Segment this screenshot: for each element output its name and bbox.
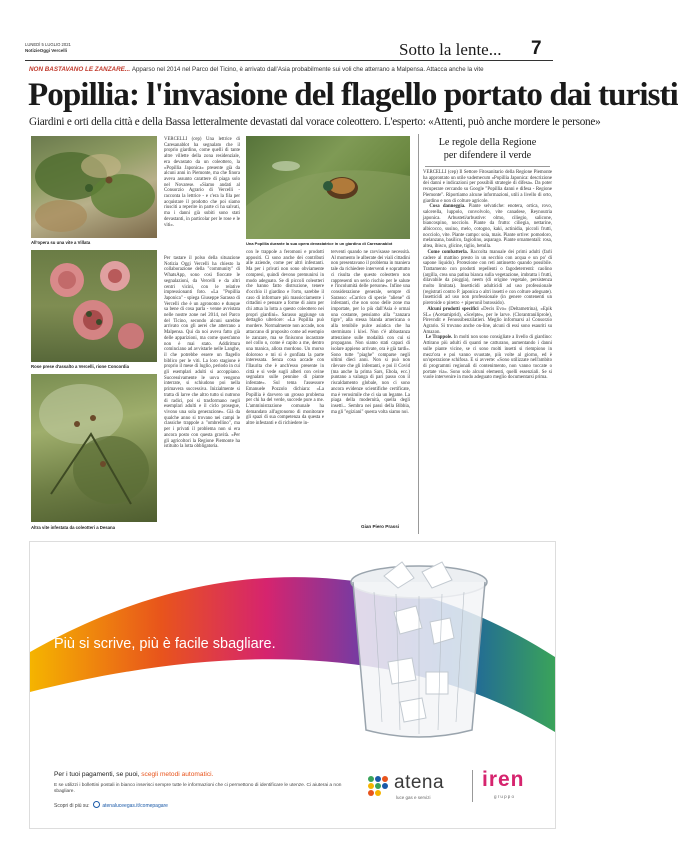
section-title: Sotto la lente... bbox=[399, 40, 502, 59]
article-col1-bottom: Per tastare il polso della situazione Notizia Oggi Vercelli ha chiesto la collaborazione della "community" di WhatsApp, sono così fioccate le segnalazioni, da Vercelli e da altri centri vicini, con le relative impressionanti foto. «La "Popillia Japonica" - spiega Giuseppe Sarasso di Vercelli che è un agronomo e dunque sa bene di cosa parla - venne avvistata nelle nostre zone nel 2014, nel Parco del Ticino, secondo alcuni sarebbe arrivato con gli aerei che atterrano a Malpensa. Qui da noi aveva fatto già delle apparizioni, ma come quest'anno non è mai stato. Addirittura cominciano ad avvistarle nelle Langhe, il che potrebbe essere un flagello biblico per le viti. La loro stagione è proprio il mese di luglio, periodo in cui gli esemplari adulti si accoppiano. Successivamente le uova vengono interrate, si schiudono poi nella primavera successiva. Inizialmente si tratta di larve che altro tutto si nutrono di radici, poi si trasformano negli esemplari adulti e il ciclo prosegue, vivono una sola generazione». Già da qualche anno si trovano nei campi le classiche trappole a "ombrellino", ma per i privati il problema non si era ancora posto con questa gravità. «Per gli agricoltori la Regione Piemonte ha istituito la lotta obbligatoria. bbox=[164, 256, 240, 450]
photo-vine-villata bbox=[31, 136, 157, 238]
vine-infested-graphic bbox=[31, 374, 157, 522]
sidebar-title-line2: per difendere il verde bbox=[443, 150, 532, 161]
atena-sub: luce gas e servizi bbox=[396, 795, 431, 800]
sidebar-p3: «Decis Evo» (Deltametrina), «Epik SL» (Acetamiprid), «Scelpte», per le larve. (Clorantraniliprole), Pirevndit e Fenossibenzilatieri. Meglio informarsi al Consorzio Agrario. Si trovano anche on-line, alcuni di essi sono esauriti su Amazon. bbox=[423, 306, 552, 335]
sidebar-p1: Piante selvatiche: enotera, ortica, rovo, salcerella, luppolo, convolvolo, vite canadese, Reynoutria japonica. Arbusteti/arbustive: olmo, ciliegio, salicone, biancospino, nocciolo. Piante da frutto: ciliegia, nettarine, albicocco, susino, melo, cotogno, kaki, actinidia, piccoli frutti, nocciolo, vite. Piante campo: soia, mais. Piante ortive: pomodoro, melanzana, basilico, fagiolino, asparago. Piante ornamentali: rosa, altea, ibisco, glicine, tiglio, betulla. bbox=[423, 204, 553, 250]
logo-divider bbox=[472, 770, 473, 802]
article-headline: Popillia: l'invasione del flagello portato dai turisti bbox=[28, 77, 678, 113]
atena-logo bbox=[366, 772, 466, 814]
caption-photo2: Una Popillia durante la sua opera devastatrice in un giardino di Caresanablot bbox=[246, 241, 393, 246]
caption-photo4: Altra vite infestata da coleotteri a Desana bbox=[31, 525, 116, 530]
photo-popillia-closeup bbox=[246, 136, 410, 239]
kicker-label: NON BASTAVANO LE ZANZARE... bbox=[29, 66, 131, 73]
caption-photo1: All'opera su una vite a Villata bbox=[31, 240, 91, 245]
sidebar-title-rule bbox=[425, 166, 550, 167]
advertisement bbox=[29, 541, 556, 829]
header-rule bbox=[25, 60, 553, 61]
photo-vine-desana bbox=[31, 374, 157, 522]
iren-logo bbox=[482, 768, 542, 810]
ad-line1-highlight: scegli metodi automatici. bbox=[141, 771, 214, 778]
article-byline: Gian Piero Prassi bbox=[361, 524, 400, 529]
iren-brand: iren bbox=[482, 768, 525, 791]
sidebar-box bbox=[421, 134, 554, 536]
wastebasket-icon bbox=[344, 552, 494, 742]
ad-line3-prefix: Scopri di più su: bbox=[54, 803, 90, 809]
ad-link[interactable]: atenaluceegas.it/comepagare bbox=[102, 803, 168, 809]
photo-roses-concordia bbox=[31, 250, 157, 362]
ad-slogan: Più si scrive, più è facile sbagliare. bbox=[54, 636, 276, 652]
sidebar-intro: VERCELLI (cep) Il Settore Fitosanitario della Regione Piemonte ha approntato un utile vademecum «Popillia Japonica: descrizione dei danni e indicazioni per possibili strategie di difesa». Da poter recuperare cercando su Google "Popillia danni e difesa - Regione Piemonte". Riportiamo alcune informazioni, utili a livello di orto, giardino e non di colture agricole. bbox=[423, 170, 552, 204]
article-col2: con le trappole a feromoni e prodotti appositi. Ci sono anche dei contributi alle aziende, come per altri infestanti. Ma per i privati non sono obviamente compresi, quindi devono premunirsi in modo adeguato. Se di piccoli coleotteri che hanno fatto distruzione, tenere d'occhio il giardino e l'orto, sarebbe il caso di informare più massicciamente i cittadini e pensare a forme di aiuto per chi attua la lotta a questo coleottero nei propri giardini». Sarasso aggiunge un dettaglio ulteriore: «La Popillia può mordere. Normalmente non accade, non attaccano di proposito come ad esempio le zanzare, ma se finiscono incastrate nel collo o, come è capito a me, dentro una manica, allora mordono. Un morso doloroso e mi si è gonfiata la parte interessata. Senza cosa accade con l'Ilaurita che è anch'esso presente in città e si vede sugli alberi con ovine segnalato sulle pennine di piante infestate». Sul tema l'assessore Emanuele Pozzolo dichiara: «La Popillia è davvero un grosso problema per chi ha del verde, succede pure a me. L'amministrazione comunale ha demandato all'agronomo di monitorare gli spazi di sua competenza da questa e altre infestanti e di richiedere in- bbox=[246, 250, 324, 427]
sidebar-p2-label: Come combatterla. bbox=[427, 249, 469, 255]
article-col3: terventi quando ne ravvisasse necessità. Al momento le alberate dei viali cittadini non presentavano il problema in maniera tale da richiedere interventi e soprattutto ci risulta che questo coleottero non rappresenti un serio rischio per le salute e l'incolumità delle persone». Infine una considerazione generale, sempre di Sarasso: «Carrico di specie "aliene" di infestanti, che non sono delle zone ma importate, per lo più dall'Asia è ormai una costante, pensiamo alla "zanzara tigre", alla stessa blanda americana o alla temibile pulce asiatica che ha sterminato i kiwi. Non c'è abbastanza attenzione sulle modalità con cui si propagano. Non siamo stati capaci di isolare appieno arrivate, ora è già tardi». Sono tutte "piaghe" comparse negli ultimi dieci anni. Non si può non rilevare che gli infestanti, e poi il Covid (ma anche la prima Sars, Ebola, ecc.) puntano a valanga di pari passo con il riscaldamento globale, non ci sono ancora evidenze scientifiche certificate, ma è verosimile che ci sia un legame. La piaga della modernità, quella degli insetti... Sembra nei passi della Bibbia, ma gli "egiziani" questa volta siamo noi. bbox=[331, 250, 410, 415]
sidebar-title bbox=[421, 136, 554, 162]
article-kicker bbox=[29, 66, 559, 73]
sidebar-p4: In molti non sono consigliate a livello di giardino: Attirano più adulti di quanti ne catturano, aumentando i danni sulle piante vicine, se ci sono molti insetti si riempiono in mezz'ora e poi vanno svuotate, più volte al giorno, ed è un'operazione schifosa. E si avverte: «Sono utilizzate nell'ambito di programmi regionali di contenimento, non vanno toccate o portate via». Sono solo alcuni elementi, quelli essenziali. Se si vuole intervenire in modo adeguato meglio documentarsi prima. bbox=[423, 335, 552, 381]
iren-sub: gruppo bbox=[494, 794, 516, 799]
issue-date: LUNEDÌ 5 LUGLIO 2021 bbox=[25, 42, 71, 47]
sidebar-p2: Raccolta manuale dei primi adulti (farli cadere al mattino presto in un secchio con acqua e un po' di sapone liquido). Protezione con reti antinsetto quando possibile. Trattamento con prodotti repellenti o fagodeterrenti: caolino (argilla, crea una patina bianca sulla vegetazione, imbratta i frutti, dilavabile da pioggia), neem (di origine vegetale, persistenza molto limitata). Insetticidi adulticidi ad uso professionale (registrati contro P. japonica o altri insetti e con colture adeguate). Insetticidi ad uso non professionale (in genere contenenti un piretroide o piretro + piperonil butossido). bbox=[423, 249, 552, 307]
sidebar-body bbox=[421, 170, 554, 538]
article-col1-top: VERCELLI (cep) Una lettrice di Caresanablot ha segnalato che il proprio giardino, come quelli di tante altre villette della zona residenziale, era devastato da un coleottero, la «Popillia Japonica» presente già da alcuni anni in Piemonte, ma che finora aveva assunto carattere di piaga solo nel Novarese. «Siamo andati al Consorzio Agrario di Vercelli - racconta la lettrice - e c'era la fila per acquistare il prodotto che poi siamo riusciti a reperire in parte ci ha salvati, ma i danni già subiti sono stati devastanti, in particolar per le rose e le viti». bbox=[164, 137, 240, 228]
ad-line1 bbox=[54, 771, 364, 778]
roses-graphic bbox=[31, 250, 157, 362]
sidebar-title-line1: Le regole della Regione bbox=[438, 137, 537, 148]
sidebar-p3-label: Alcuni prodotti specifici bbox=[427, 306, 479, 312]
ad-line2: E se utilizzi i bollettini postali in bianco inserisci sempre tutte le informazioni che ci permettono di identificare le utenze. Ci aiuterai a non sbagliare. bbox=[54, 783, 342, 794]
sidebar-p1-label: Cosa danneggia. bbox=[429, 204, 466, 210]
ad-line3 bbox=[54, 801, 364, 809]
vine-leaves-graphic bbox=[31, 136, 157, 238]
atena-dots-icon bbox=[366, 774, 390, 798]
ad-message bbox=[54, 771, 364, 809]
caption-photo3: Rose prese d'assalto a Vercelli, rione Concordia bbox=[31, 364, 129, 369]
sidebar-divider bbox=[418, 134, 419, 534]
globe-icon bbox=[93, 801, 100, 808]
beetle-on-leaf-graphic bbox=[246, 136, 410, 239]
article-subheadline: Giardini e orti della città e della Bassa letteralmente devastati dal vorace coleottero. L'esperto: «Attenti, può anche mordere le persone» bbox=[29, 116, 601, 128]
page-number: 7 bbox=[531, 38, 542, 59]
sidebar-p4-label: Le Trappole. bbox=[425, 335, 453, 341]
publication-name: NotizieOggi Vercelli bbox=[25, 48, 68, 53]
atena-brand: atena bbox=[394, 772, 445, 793]
ad-line1-prefix: Per i tuoi pagamenti, se puoi, bbox=[54, 771, 142, 778]
kicker-text: Apparso nel 2014 nel Parco del Ticino, è arrivato dall'Asia probabilmente sui voli che atterrano a Malpensa. Attacca anche la vite bbox=[131, 66, 484, 73]
